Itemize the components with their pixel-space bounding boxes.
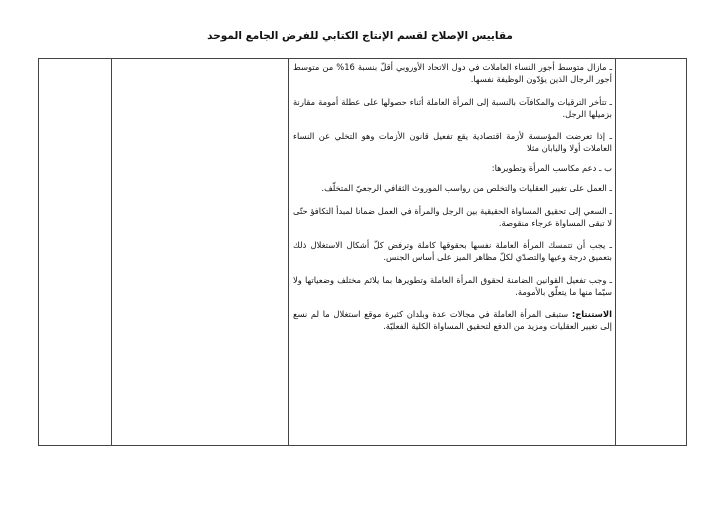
paragraph-conclusion bbox=[293, 308, 612, 332]
section-heading-support: ب ـ دعم مكاسب المرأة وتطويرها: bbox=[491, 163, 612, 173]
paragraph-wage-gap: ـ مازال متوسط أجور النساء العاملات في دول الاتحاد الأوروبي أقلّ بنسبة 16% من متوسط أجور الرجال الذين يؤدّون الوظيفة نفسها. bbox=[293, 62, 613, 84]
paragraph-promotions: ـ تتأخر الترقيات والمكافآت بالنسبة إلى المرأة العاملة أثناء حصولها على عطلة أمومة مقارنة بزميلها الرجل. bbox=[293, 96, 612, 119]
paragraph-equality: ـ السعي إلى تحقيق المساواة الحقيقية بين الرجل والمرأة في العمل ضمانا لمبدأ التكافؤ حتّى لا تبقى المساواة عرجاء منقوصة. bbox=[293, 205, 612, 228]
empty-cell-middle bbox=[112, 59, 289, 446]
paragraph-crisis-law: ـ إذا تعرضت المؤسسة لأزمة اقتصادية يقع تفعيل قانون الأزمات وهو التخلي عن النساء العاملات أولا واليابان مثلا bbox=[293, 131, 612, 153]
paragraph-laws: ـ وجب تفعيل القوانين الضامنة لحقوق المرأة العاملة وتطويرها بما يلائم مختلف وضعياتها ولا سيّما منها ما يتعلّق بالأمومة. bbox=[293, 274, 612, 297]
content-cell bbox=[289, 59, 616, 446]
conclusion-text: ستبقى المرأة العاملة في مجالات عدة وبلدان كثيرة موقع استغلال ما لم نسع إلى تغيير العقليات ومزيد من الدفع لتحقيق المساواة الكلية الفعليّة. bbox=[293, 309, 612, 331]
table-row bbox=[39, 59, 687, 446]
content-text bbox=[289, 59, 615, 332]
paragraph-rights: ـ يجب أن تتمسك المرأة العاملة نفسها بحقوقها كاملة وترفض كلّ أشكال الاستغلال ذلك بتعميق درجة وعيها والتصدّي لكلّ مظاهر الميز على أساس الجنس. bbox=[293, 240, 612, 262]
correction-grid-table bbox=[38, 58, 687, 446]
paragraph-change-mentality: ـ العمل على تغيير العقليات والتخلص من رواسب الموروث الثقافي الرجعيّ المتخلّف. bbox=[321, 183, 612, 193]
page-title: مقاييس الإصلاح لقسم الإنتاج الكتابي للفرض الجامع الموحد bbox=[207, 30, 513, 42]
conclusion-label: الاستنتاج: bbox=[571, 309, 612, 319]
empty-cell-left bbox=[39, 59, 112, 446]
empty-cell-right bbox=[616, 59, 687, 446]
